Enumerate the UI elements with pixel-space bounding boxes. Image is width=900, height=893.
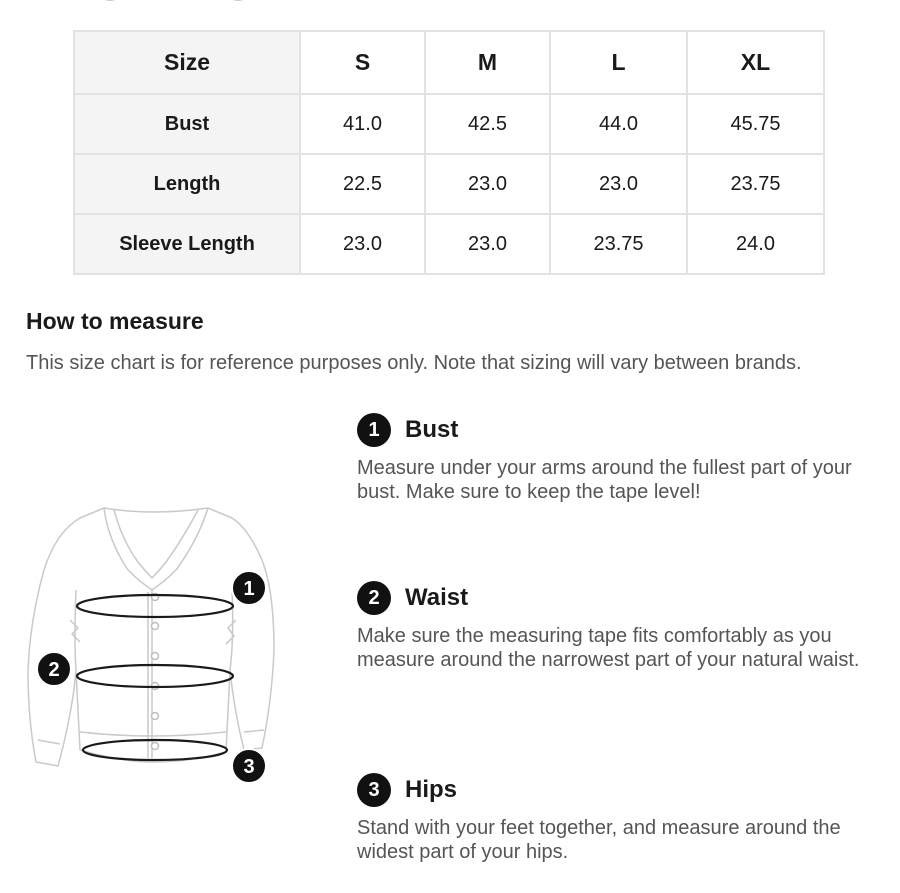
how-to-measure-heading: How to measure	[26, 308, 204, 334]
table-cell: 23.75	[550, 214, 687, 274]
row-label: Length	[74, 154, 300, 214]
button-icon	[152, 743, 159, 750]
step-number-icon: 2	[357, 581, 391, 615]
table-cell: 42.5	[425, 94, 550, 154]
table-cell: 23.0	[425, 214, 550, 274]
button-icon	[152, 713, 159, 720]
table-cell: 23.0	[300, 214, 425, 274]
step-description: Measure under your arms around the fullest part of your bust. Make sure to keep the tape level!	[357, 457, 852, 503]
table-row	[74, 214, 824, 274]
waist-marker-icon	[37, 652, 71, 686]
table-cell: 23.75	[687, 154, 824, 214]
marker-number: 2	[48, 659, 60, 681]
table-header-cell: M	[425, 31, 550, 94]
step-title: Hips	[405, 776, 458, 803]
table-cell: 24.0	[687, 214, 824, 274]
table-header-cell: S	[300, 31, 425, 94]
button-icon	[152, 623, 159, 630]
cardigan-outline	[28, 508, 274, 766]
row-label: Bust	[74, 94, 300, 154]
button-icon	[152, 653, 159, 660]
table-cell: 23.0	[550, 154, 687, 214]
table-cell: 22.5	[300, 154, 425, 214]
marker-number: 1	[243, 578, 255, 600]
step-number-icon: 1	[357, 413, 391, 447]
unit-toggle-fragment[interactable]	[96, 0, 296, 6]
step-description: Make sure the measuring tape fits comfortably as you measure around the narrowest part of your natural waist.	[357, 625, 860, 671]
step-title: Waist	[405, 584, 469, 611]
table-header-cell: L	[550, 31, 687, 94]
table-header-row	[74, 31, 824, 94]
table-cell: 23.0	[425, 154, 550, 214]
step-number-icon: 3	[357, 773, 391, 807]
step-bust	[357, 412, 877, 504]
size-chart-table	[73, 30, 825, 275]
table-cell: 41.0	[300, 94, 425, 154]
step-waist	[357, 580, 877, 672]
table-cell: 45.75	[687, 94, 824, 154]
reference-note: This size chart is for reference purposes only. Note that sizing will vary between brands.	[26, 352, 802, 374]
step-description: Stand with your feet together, and measure around the widest part of your hips.	[357, 817, 841, 863]
table-row	[74, 94, 824, 154]
bust-marker-icon	[232, 571, 266, 605]
hips-marker-icon	[232, 749, 266, 783]
marker-number: 3	[243, 756, 255, 778]
table-row	[74, 154, 824, 214]
step-hips	[357, 772, 877, 864]
row-label: Sleeve Length	[74, 214, 300, 274]
table-header-cell: XL	[687, 31, 824, 94]
table-header-cell: Size	[74, 31, 300, 94]
table-cell: 44.0	[550, 94, 687, 154]
step-title: Bust	[405, 416, 459, 443]
cardigan-illustration	[22, 500, 292, 790]
